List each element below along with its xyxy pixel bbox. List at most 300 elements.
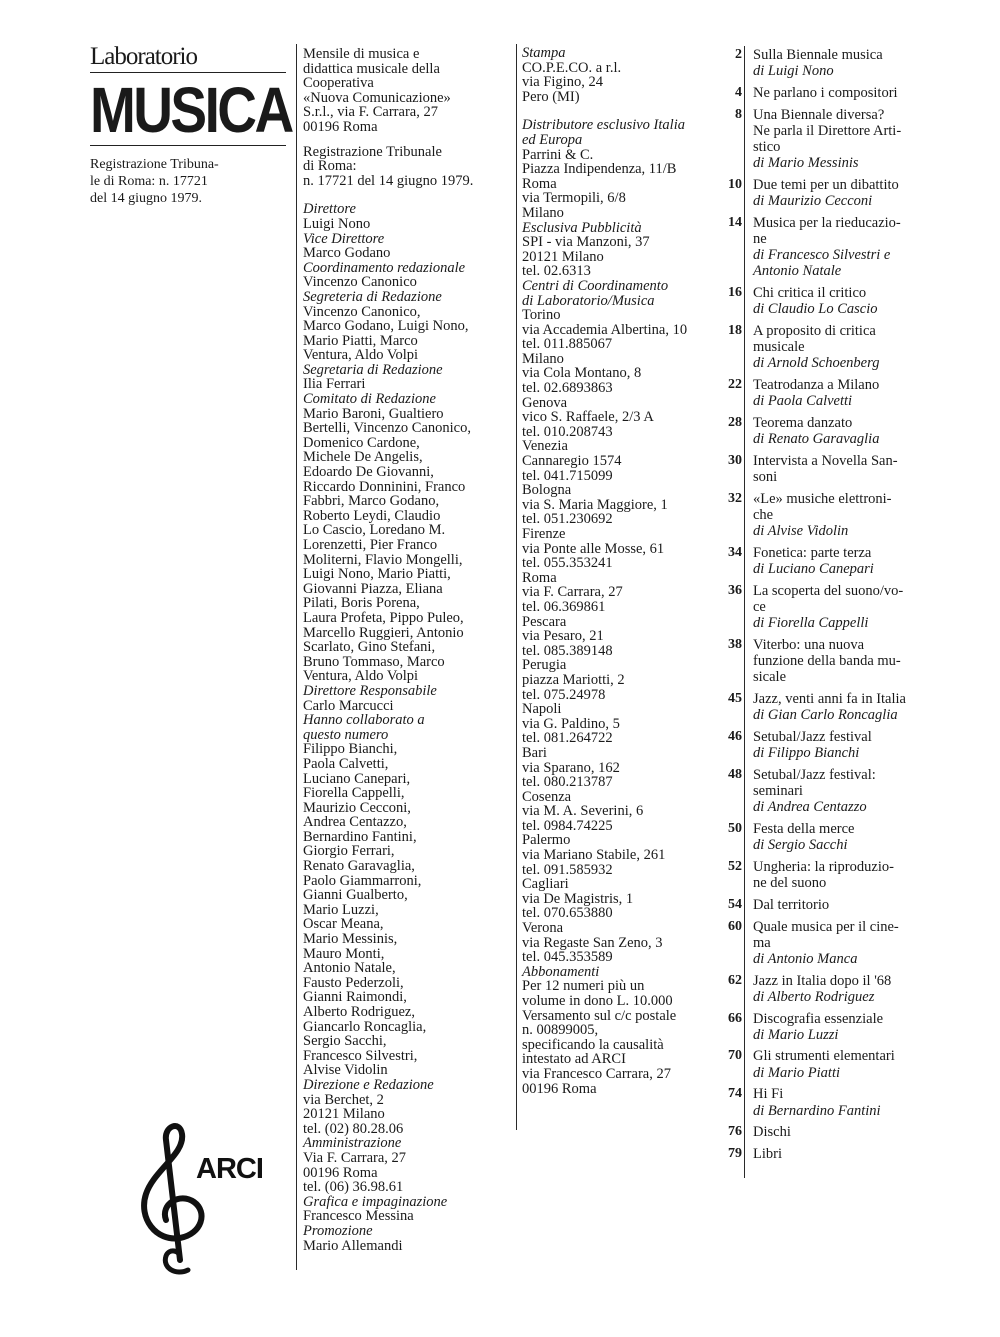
text-line: didattica musicale della [303, 60, 440, 77]
text-line: Milano [522, 204, 564, 221]
masthead [90, 43, 292, 207]
toc-author: di Luciano Canepari [753, 561, 874, 578]
text-line: Mario Messinis, [303, 931, 398, 948]
toc-entry [716, 1048, 926, 1080]
section-heading: Grafica e impaginazione [303, 1193, 448, 1210]
section-heading: Hanno collaborato a [303, 712, 425, 729]
toc-title: Ungheria: la riproduzio- [753, 858, 894, 875]
text-line: tel. 070.653880 [522, 905, 613, 922]
text-line: Paolo Giammarroni, [303, 872, 422, 889]
toc-title: che [753, 507, 774, 524]
text-line: Antonio Natale, [303, 960, 396, 977]
toc-entry-body [753, 1086, 926, 1118]
column-divider [296, 44, 297, 1270]
toc-entry [716, 897, 926, 913]
toc-entry [716, 1124, 926, 1140]
toc-entry [716, 973, 926, 1005]
toc-page-number: 74 [728, 1086, 742, 1102]
text-line: 20121 Milano [303, 1106, 385, 1123]
text-line: via F. Carrara, 27 [522, 584, 623, 601]
section-heading: Amministrazione [303, 1135, 402, 1152]
toc-page-number: 10 [728, 176, 742, 192]
toc-title: Una Biennale diversa? [753, 106, 885, 123]
toc-page-number: 2 [735, 47, 742, 62]
toc-entry-body [753, 1011, 926, 1043]
text-line: Mauro Monti, [303, 945, 385, 962]
section-heading: Promozione [303, 1222, 373, 1239]
toc-entry-body [753, 859, 926, 891]
text-line: Pero (MI) [522, 88, 580, 105]
toc-page-number: 32 [728, 490, 742, 506]
toc-page-number: 60 [728, 918, 742, 934]
toc-page-number: 79 [728, 1145, 742, 1161]
text-line: Bernardino Fantini, [303, 828, 417, 845]
toc-title: Libri [753, 1145, 782, 1162]
section-heading: Comitato di Redazione [303, 391, 436, 408]
text-line: tel. 02.6313 [522, 263, 591, 280]
toc-entry-body [753, 377, 926, 409]
toc-entry [716, 177, 926, 209]
text-line: Giorgio Ferrari, [303, 843, 395, 860]
toc-entry-body [753, 637, 926, 686]
text-line: Mario Luzzi, [303, 901, 379, 918]
editorial-staff-column [303, 47, 509, 1253]
text-line: Scarlato, Gino Stefani, [303, 639, 436, 656]
text-line: Laura Profeta, Pippo Puleo, [303, 609, 464, 626]
toc-title: Intervista a Novella San- [753, 452, 898, 469]
toc-entry-body [753, 767, 926, 816]
toc-page-number: 4 [735, 84, 742, 100]
text-line: via S. Maria Maggiore, 1 [522, 496, 668, 513]
text-line: di Roma: [303, 158, 357, 175]
text-line: Luciano Canepari, [303, 770, 411, 787]
section-heading: Direttore [303, 201, 356, 218]
text-line: Palermo [522, 832, 571, 849]
text-line: Alvise Vidolin [303, 1062, 388, 1079]
text-line: vico S. Raffaele, 2/3 A [522, 409, 654, 426]
toc-page-number: 36 [728, 582, 742, 598]
text-line: Marcello Ruggieri, Antonio [303, 624, 464, 641]
toc-entry [716, 85, 926, 101]
toc-author: di Claudio Lo Cascio [753, 301, 878, 318]
toc-entry-body [753, 729, 926, 761]
toc-page-number: 30 [728, 452, 742, 468]
text-line: Ventura, Aldo Volpi [303, 668, 419, 685]
section-heading: Abbonamenti [522, 963, 600, 980]
toc-entry [716, 767, 926, 816]
section-heading: Direttore Responsabile [303, 682, 437, 699]
registration-note [90, 156, 286, 207]
toc-title: Ne parlano i compositori [753, 84, 898, 101]
toc-page-number: 14 [728, 214, 742, 230]
text-line: 00196 Roma [303, 118, 378, 135]
section-heading: Vice Direttore [303, 230, 385, 247]
toc-entry-body [753, 85, 926, 101]
toc-author: di Luigi Nono [753, 63, 834, 80]
text-line: n. 00899005, [522, 1022, 599, 1039]
toc-author: di Paola Calvetti [753, 393, 853, 410]
toc-entry-body [753, 1048, 926, 1080]
text-line: via G. Paldino, 5 [522, 715, 620, 732]
text-line: via Pesaro, 21 [522, 628, 604, 645]
text-line: via M. A. Severini, 6 [522, 803, 644, 820]
text-line: Fausto Pederzoli, [303, 974, 404, 991]
toc-author: di Sergio Sacchi [753, 837, 848, 854]
text-line: Firenze [522, 526, 566, 542]
toc-title: Chi critica il critico [753, 285, 867, 302]
toc-title: funzione della banda mu- [753, 653, 901, 670]
column-divider [516, 44, 517, 1130]
text-line: Napoli [522, 701, 562, 718]
text-line: Genova [522, 394, 568, 411]
text-line: Registrazione Tribunale [303, 143, 442, 160]
toc-entry [716, 583, 926, 632]
registration-line: Registrazione Tribuna- [90, 157, 219, 172]
text-line: tel. 085.389148 [522, 642, 613, 659]
toc-entry-body [753, 583, 926, 632]
text-line: «Nuova Comunicazione» [303, 89, 451, 106]
text-line: Maurizio Cecconi, [303, 799, 411, 816]
text-line: Cosenza [522, 788, 572, 805]
text-line: Michele De Angelis, [303, 449, 423, 466]
toc-entry [716, 691, 926, 723]
section-heading: questo numero [303, 726, 389, 743]
text-line: tel. 0984.74225 [522, 817, 613, 834]
toc-title: ce [753, 599, 766, 616]
text-line: via De Magistris, 1 [522, 890, 634, 907]
toc-title: soni [753, 469, 778, 486]
toc-title: Dal territorio [753, 896, 830, 913]
text-line: Alberto Rodriguez, [303, 1004, 415, 1020]
toc-entry [716, 415, 926, 447]
toc-author: di Renato Garavaglia [753, 431, 880, 448]
toc-page-number: 18 [728, 323, 742, 339]
text-line: Piazza Indipendenza, 11/B [522, 161, 677, 178]
text-line: Cagliari [522, 876, 569, 893]
toc-author: di Bernardino Fantini [753, 1102, 881, 1119]
text-line: Mario Piatti, Marco [303, 332, 418, 349]
toc-page-number: 66 [728, 1010, 742, 1026]
text-line: Per 12 numeri più un [522, 978, 645, 995]
toc-entry [716, 285, 926, 317]
text-line: 00196 Roma [303, 1164, 378, 1181]
toc-entry-body [753, 453, 926, 485]
text-line: Gianni Gualberto, [303, 887, 408, 904]
toc-title: Jazz in Italia dopo il '68 [753, 972, 892, 989]
toc-page-number: 76 [728, 1124, 742, 1140]
toc-page-number: 46 [728, 729, 742, 745]
toc-page-number: 48 [728, 766, 742, 782]
text-line: Oscar Meana, [303, 916, 384, 933]
text-line: n. 17721 del 14 giugno 1979. [303, 172, 474, 189]
text-line: Marco Godano, Luigi Nono, [303, 318, 469, 335]
registration-line: le di Roma: n. 17721 [90, 174, 208, 189]
text-line: Luigi Nono, Mario Piatti, [303, 566, 451, 583]
toc-title: Ne parla il Direttore Arti- [753, 122, 902, 139]
toc-author: di Mario Piatti [753, 1064, 840, 1081]
toc-title: Setubal/Jazz festival [753, 729, 872, 746]
text-line: Fiorella Cappelli, [303, 785, 405, 802]
toc-entry [716, 545, 926, 577]
toc-page-number: 16 [728, 285, 742, 301]
toc-author: di Alberto Rodriguez [753, 988, 875, 1005]
text-line: Milano [522, 350, 564, 367]
toc-author: di Francesco Silvestri e Antonio Natale [753, 247, 891, 280]
toc-entry [716, 377, 926, 409]
toc-entry [716, 107, 926, 172]
text-line: Giovanni Piazza, Eliana [303, 580, 443, 597]
toc-entry-body [753, 1124, 926, 1140]
toc-entry-body [753, 491, 926, 540]
toc-entry-body [753, 215, 926, 280]
text-line: Marco Godano [303, 245, 391, 262]
section-heading: ed Europa [522, 131, 583, 148]
arci-treble-clef-logo [136, 1120, 263, 1280]
text-line: Torino [522, 307, 561, 324]
toc-entry [716, 919, 926, 968]
text-line: Bologna [522, 482, 572, 499]
section-heading: Segreteria di Redazione [303, 288, 442, 305]
toc-title: Teorema danzato [753, 415, 853, 432]
toc-page-number: 28 [728, 415, 742, 431]
toc-entry-body [753, 415, 926, 447]
text-line: via Francesco Carrara, 27 [522, 1065, 671, 1082]
text-line: tel. 045.353589 [522, 949, 613, 966]
toc-title: Teatrodanza a Milano [753, 377, 880, 394]
toc-entry [716, 1086, 926, 1118]
toc-author: di Gian Carlo Roncaglia [753, 707, 898, 724]
toc-title: Fonetica: parte terza [753, 544, 872, 561]
text-line: Ilia Ferrari [303, 376, 366, 393]
text-line: Venezia [522, 438, 568, 455]
spacer [303, 188, 509, 202]
toc-entry [716, 453, 926, 485]
table-of-contents [716, 47, 926, 1168]
toc-page-number: 62 [728, 972, 742, 988]
toc-entry-body [753, 691, 926, 723]
text-line: Giancarlo Roncaglia, [303, 1018, 427, 1035]
text-line: tel. 010.208743 [522, 423, 613, 440]
toc-page-number: 22 [728, 377, 742, 393]
toc-title: ne del suono [753, 875, 827, 892]
text-line: Versamento sul c/c postale [522, 1007, 677, 1024]
text-line: tel. 011.885067 [522, 336, 613, 353]
text-line: Paola Calvetti, [303, 755, 389, 772]
toc-author: di Filippo Bianchi [753, 745, 860, 762]
text-line: volume in dono L. 10.000 [522, 993, 673, 1009]
toc-entry-body [753, 919, 926, 968]
text-line: via Sparano, 162 [522, 759, 620, 776]
toc-title: Sulla Biennale musica [753, 47, 883, 63]
text-line: Perugia [522, 657, 567, 674]
toc-entry [716, 859, 926, 891]
toc-title: Gli strumenti elementari [753, 1048, 895, 1065]
toc-title: Jazz, venti anni fa in Italia [753, 691, 906, 708]
toc-entry-body [753, 285, 926, 317]
text-line: Mario Baroni, Gualtiero [303, 405, 444, 422]
text-line: Vincenzo Canonico, [303, 303, 421, 320]
text-line: Francesco Silvestri, [303, 1047, 418, 1064]
section-heading: Segretaria di Redazione [303, 361, 443, 378]
text-line: Mario Allemandi [303, 1237, 403, 1254]
toc-title: La scoperta del suono/vo- [753, 582, 904, 599]
text-line: Pilati, Boris Porena, [303, 595, 420, 612]
text-line: Roma [522, 175, 557, 192]
text-line: Edoardo De Giovanni, [303, 464, 434, 481]
text-line: via Mariano Stabile, 261 [522, 847, 666, 864]
text-line: CO.P.E.CO. a r.l. [522, 59, 622, 76]
text-line: tel. 041.715099 [522, 467, 613, 484]
toc-entry [716, 1011, 926, 1043]
toc-title: sicale [753, 669, 787, 686]
text-line: Lo Cascio, Loredano M. [303, 522, 446, 539]
text-line: 00196 Roma [522, 1080, 597, 1097]
toc-author: di Mario Messinis [753, 155, 859, 172]
section-heading: Centri di Coordinamento [522, 277, 669, 294]
toc-entry [716, 821, 926, 853]
toc-page-number: 70 [728, 1048, 742, 1064]
toc-page-number: 45 [728, 691, 742, 707]
toc-entry-body [753, 897, 926, 913]
toc-entry [716, 323, 926, 372]
text-line: piazza Mariotti, 2 [522, 671, 625, 688]
toc-entry [716, 491, 926, 540]
text-line: Vincenzo Canonico [303, 274, 417, 291]
toc-author: di Antonio Manca [753, 950, 858, 967]
text-line: Cooperativa [303, 75, 374, 92]
toc-title: stico [753, 139, 781, 156]
text-line: Domenico Cardone, [303, 434, 420, 451]
text-line: Renato Garavaglia, [303, 858, 415, 875]
text-line: Parrini & C. [522, 146, 594, 163]
text-line: intestato ad ARCI [522, 1051, 626, 1068]
toc-author: di Mario Luzzi [753, 1026, 839, 1043]
text-line: specificando la causalità [522, 1036, 664, 1053]
registration-line: del 14 giugno 1979. [90, 191, 202, 206]
text-line: via Cola Montano, 8 [522, 365, 642, 382]
toc-author: di Maurizio Cecconi [753, 193, 873, 210]
text-line: via Termopili, 6/8 [522, 190, 626, 207]
toc-title: Hi Fi [753, 1086, 784, 1103]
toc-entry [716, 637, 926, 686]
text-line: Ventura, Aldo Volpi [303, 347, 419, 364]
text-line: via Ponte alle Mosse, 61 [522, 540, 665, 557]
section-heading: Esclusiva Pubblicità [522, 219, 642, 236]
text-line: Luigi Nono [303, 215, 371, 232]
text-line: tel. 075.24978 [522, 686, 606, 703]
text-line: Bruno Tommaso, Marco [303, 653, 445, 670]
distribution-column [522, 46, 722, 1096]
text-line: SPI - via Manzoni, 37 [522, 234, 650, 251]
text-line: tel. (06) 36.98.61 [303, 1179, 404, 1196]
text-line: tel. 055.353241 [522, 555, 613, 572]
toc-title: seminari [753, 783, 803, 800]
spacer [522, 104, 722, 118]
masthead-rule-top [90, 72, 286, 73]
section-heading: Distributore esclusivo Italia [522, 117, 685, 134]
text-line: Filippo Bianchi, [303, 741, 398, 758]
toc-page-number: 8 [735, 106, 742, 122]
text-line: via Regaste San Zeno, 3 [522, 934, 663, 951]
text-line: Carlo Marcucci [303, 697, 394, 714]
text-line: tel. 02.6893863 [522, 380, 613, 397]
toc-entry [716, 1146, 926, 1162]
toc-page-number: 38 [728, 637, 742, 652]
text-line: Pescara [522, 613, 567, 630]
text-line: Gianni Raimondi, [303, 989, 407, 1006]
text-line: Moliterni, Flavio Mongelli, [303, 551, 463, 568]
text-line: via Berchet, 2 [303, 1091, 384, 1108]
text-line: Verona [522, 920, 564, 937]
text-line: Andrea Centazzo, [303, 814, 407, 831]
text-line: Sergio Sacchi, [303, 1033, 387, 1050]
text-line: tel. 081.264722 [522, 730, 613, 747]
text-line: Mensile di musica e [303, 46, 420, 62]
text-line: via Figino, 24 [522, 74, 603, 91]
toc-title: Setubal/Jazz festival: [753, 766, 876, 783]
toc-title: ma [753, 934, 771, 951]
toc-entry-body [753, 177, 926, 209]
text-line: 20121 Milano [522, 248, 604, 265]
toc-entry-body [753, 323, 926, 372]
text-line: tel. (02) 80.28.06 [303, 1120, 404, 1137]
toc-entry-body [753, 47, 926, 79]
toc-page-number: 50 [728, 821, 742, 837]
text-line: Roberto Leydi, Claudio [303, 507, 441, 524]
toc-title: «Le» musiche elettroni- [753, 490, 892, 507]
text-line: Cannaregio 1574 [522, 453, 622, 470]
text-line: Bertelli, Vincenzo Canonico, [303, 420, 471, 437]
toc-entry-body [753, 973, 926, 1005]
toc-entry [716, 47, 926, 79]
toc-page-number: 34 [728, 544, 742, 560]
toc-entry-body [753, 545, 926, 577]
toc-page-number: 52 [728, 858, 742, 874]
text-line: Francesco Messina [303, 1208, 414, 1225]
section-heading: Coordinamento redazionale [303, 259, 466, 276]
toc-title: Festa della merce [753, 821, 855, 838]
section-heading: di Laboratorio/Musica [522, 292, 655, 309]
toc-title: musicale [753, 339, 805, 356]
toc-entry [716, 729, 926, 761]
text-line: tel. 06.369861 [522, 598, 606, 615]
toc-entry-body [753, 107, 926, 172]
toc-title: Dischi [753, 1124, 791, 1141]
toc-author: di Arnold Schoenberg [753, 355, 880, 372]
toc-author: di Fiorella Cappelli [753, 615, 869, 632]
toc-title: A proposito di critica [753, 323, 876, 340]
text-line: Lorenzetti, Pier Franco [303, 537, 438, 553]
toc-page-number: 54 [728, 896, 742, 912]
text-line: Via F. Carrara, 27 [303, 1149, 407, 1166]
toc-title: Quale musica per il cine- [753, 918, 899, 935]
toc-entry [716, 215, 926, 280]
toc-title: Discografia essenziale [753, 1010, 884, 1027]
masthead-title: MUSICA [90, 74, 292, 146]
toc-entry-body [753, 821, 926, 853]
text-line: Riccardo Donninini, Franco [303, 478, 466, 495]
text-line: tel. 080.213787 [522, 774, 613, 791]
text-line: Fabbri, Marco Godano, [303, 493, 440, 510]
toc-title: ne [753, 231, 767, 248]
toc-author: di Andrea Centazzo [753, 799, 867, 816]
text-line: Roma [522, 569, 557, 586]
text-line: Bari [522, 744, 547, 761]
text-line: via Accademia Albertina, 10 [522, 321, 688, 338]
text-line: tel. 091.585932 [522, 861, 613, 878]
toc-title: Due temi per un dibattito [753, 176, 899, 193]
toc-entry-body [753, 1146, 926, 1162]
